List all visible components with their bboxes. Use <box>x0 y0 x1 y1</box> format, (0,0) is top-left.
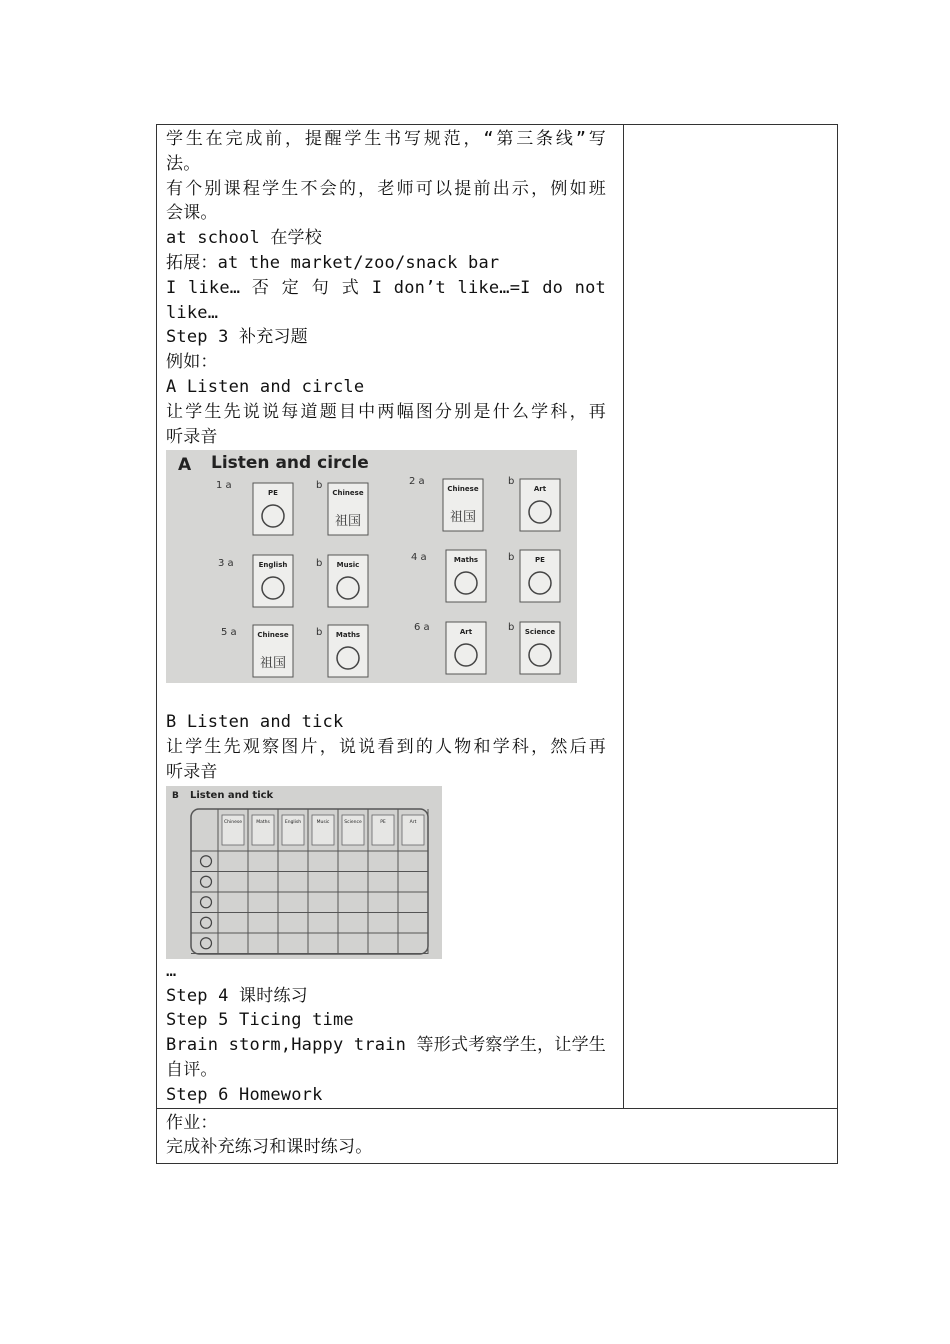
text-line: 法。 <box>166 153 201 174</box>
subject-label: Chinese <box>257 631 289 640</box>
text-line: B Listen and tick <box>166 712 344 733</box>
subject-label: Chinese <box>224 819 242 825</box>
subject-label: Maths <box>256 819 270 825</box>
subject-label: Chinese <box>447 485 479 494</box>
subject-label: Science <box>524 628 556 637</box>
homework-text: 完成补充练习和课时练习。 <box>166 1137 373 1158</box>
listen-and-tick-image <box>166 786 442 959</box>
question-number: 3 a <box>218 558 234 570</box>
text-line: 有个别课程学生不会的，老师可以提前出示，例如班 <box>166 178 606 199</box>
text-line: Step 6 Homework <box>166 1084 323 1105</box>
lesson-plan-table <box>156 124 838 1164</box>
subject-label: PE <box>535 556 545 565</box>
listen-and-circle-image <box>166 450 577 683</box>
text-line: like… <box>166 302 219 323</box>
subject-label: Music <box>316 819 330 825</box>
option-b-label: b <box>508 476 515 488</box>
chinese-glyph: 祖国 <box>334 514 362 530</box>
text-line: 学生在完成前，提醒学生书写规范，“第三条线”写 <box>166 129 606 149</box>
subject-label: PE <box>380 819 386 825</box>
subject-label: Science <box>344 819 362 825</box>
chinese-glyph: 祖国 <box>259 656 287 672</box>
text-line: 自评。 <box>166 1059 218 1080</box>
question-number: 5 a <box>221 627 237 639</box>
text-line: … <box>166 960 177 981</box>
text-line: 听录音 <box>166 761 218 782</box>
option-b-label: b <box>508 622 515 634</box>
text-line: A Listen and circle <box>166 376 365 397</box>
text-line: 让学生先说说每道题目中两幅图分别是什么学科，再 <box>166 401 606 422</box>
subject-label: Art <box>533 485 547 494</box>
question-number: 4 a <box>411 552 427 564</box>
text-line: Step 4 课时练习 <box>166 985 308 1006</box>
option-b-label: b <box>316 480 323 492</box>
text-line: at school 在学校 <box>166 228 322 249</box>
subject-label: Chinese <box>332 489 364 498</box>
subject-label: Art <box>409 819 417 825</box>
text-line: 会课。 <box>166 203 218 224</box>
chinese-glyph: 祖国 <box>449 510 477 526</box>
option-b-label: b <box>316 558 323 570</box>
text-line: Step 5 Ticing time <box>166 1010 354 1031</box>
exercise-b-letter: B <box>172 790 179 801</box>
question-number: 1 a <box>216 480 232 492</box>
subject-label: Music <box>336 561 360 570</box>
text-line: Brain storm,Happy train 等形式考察学生，让学生 <box>166 1035 606 1056</box>
text-line: Step 3 补充习题 <box>166 327 308 348</box>
subject-label: English <box>258 561 288 570</box>
question-number: 6 a <box>414 622 430 634</box>
text-line: 拓展：at the market/zoo/snack bar <box>166 252 500 273</box>
question-number: 2 a <box>409 476 425 488</box>
exercise-b-title: Listen and tick <box>190 789 274 801</box>
subject-label: Maths <box>335 631 361 640</box>
notes-cell <box>624 125 838 1109</box>
homework-cell <box>157 1108 838 1164</box>
exercise-a-letter: A <box>178 455 192 476</box>
lesson-steps-cell <box>157 125 624 1109</box>
subject-label: English <box>284 819 302 825</box>
option-b-label: b <box>508 552 515 564</box>
exercise-a-title: Listen and circle <box>211 453 369 474</box>
text-line: 听录音 <box>166 426 218 447</box>
subject-label: PE <box>268 489 278 498</box>
text-line: I like… 否 定 句 式 I don’t like…=I do not <box>166 277 606 298</box>
option-b-label: b <box>316 627 323 639</box>
text-line: 例如： <box>166 352 218 373</box>
subject-label: Maths <box>453 556 479 565</box>
subject-label: Art <box>459 628 473 637</box>
homework-label: 作业： <box>166 1112 218 1133</box>
text-line: 让学生先观察图片，说说看到的人物和学科，然后再 <box>166 737 606 758</box>
